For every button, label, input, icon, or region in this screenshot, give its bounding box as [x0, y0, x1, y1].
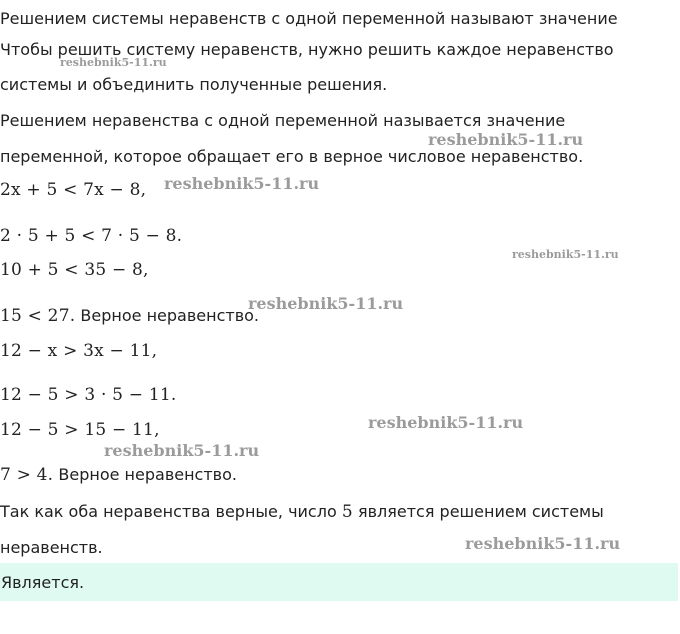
- conclusion-part-1: Так как оба неравенства верные, число: [0, 502, 337, 521]
- how-to-solve-line-1: Чтобы решить систему неравенств, нужно решить каждое неравенство: [0, 40, 614, 59]
- watermark-2: reshebnik5-11.ru: [428, 130, 584, 149]
- conclusion-line-2: неравенств.: [0, 538, 103, 557]
- math-step-5: 12 − x > 3x − 11,: [0, 341, 158, 361]
- watermark-7: reshebnik5-11.ru: [104, 441, 260, 460]
- watermark-6: reshebnik5-11.ru: [368, 413, 524, 432]
- math-step-2: 2 · 5 + 5 < 7 · 5 − 8.: [0, 226, 183, 246]
- watermark-8: reshebnik5-11.ru: [465, 534, 621, 553]
- math-step-7: 12 − 5 > 15 − 11,: [0, 420, 160, 440]
- answer-box: [0, 563, 678, 601]
- math-step-8-text: Верное неравенство.: [58, 465, 237, 484]
- watermark-1: reshebnik5-11.ru: [60, 56, 167, 69]
- definition-system: Решением системы неравенств с одной переменной называют значение: [0, 9, 618, 28]
- watermark-5: reshebnik5-11.ru: [248, 294, 404, 313]
- math-step-4-expr: 15 < 27.: [0, 306, 76, 326]
- conclusion-number: 5: [341, 502, 353, 522]
- conclusion-part-2: является решением системы: [357, 502, 604, 521]
- how-to-solve-line-2: системы и объединить полученные решения.: [0, 75, 388, 94]
- math-step-8: [0, 465, 237, 485]
- math-step-4: [0, 306, 259, 326]
- math-step-3: 10 + 5 < 35 − 8,: [0, 260, 149, 280]
- definition-inequality-line-2: переменной, которое обращает его в верное числовое неравенство.: [0, 147, 584, 166]
- math-step-4-text: Верное неравенство.: [80, 306, 259, 325]
- math-step-8-expr: 7 > 4.: [0, 465, 54, 485]
- math-step-6: 12 − 5 > 3 · 5 − 11.: [0, 385, 177, 405]
- watermark-4: reshebnik5-11.ru: [512, 248, 619, 261]
- definition-inequality-line-1: Решением неравенства с одной переменной называется значение: [0, 111, 566, 130]
- conclusion-line-1: [0, 502, 604, 522]
- watermark-3: reshebnik5-11.ru: [164, 174, 320, 193]
- answer-label: Является.: [1, 573, 85, 592]
- math-step-1: 2x + 5 < 7x − 8,: [0, 180, 147, 200]
